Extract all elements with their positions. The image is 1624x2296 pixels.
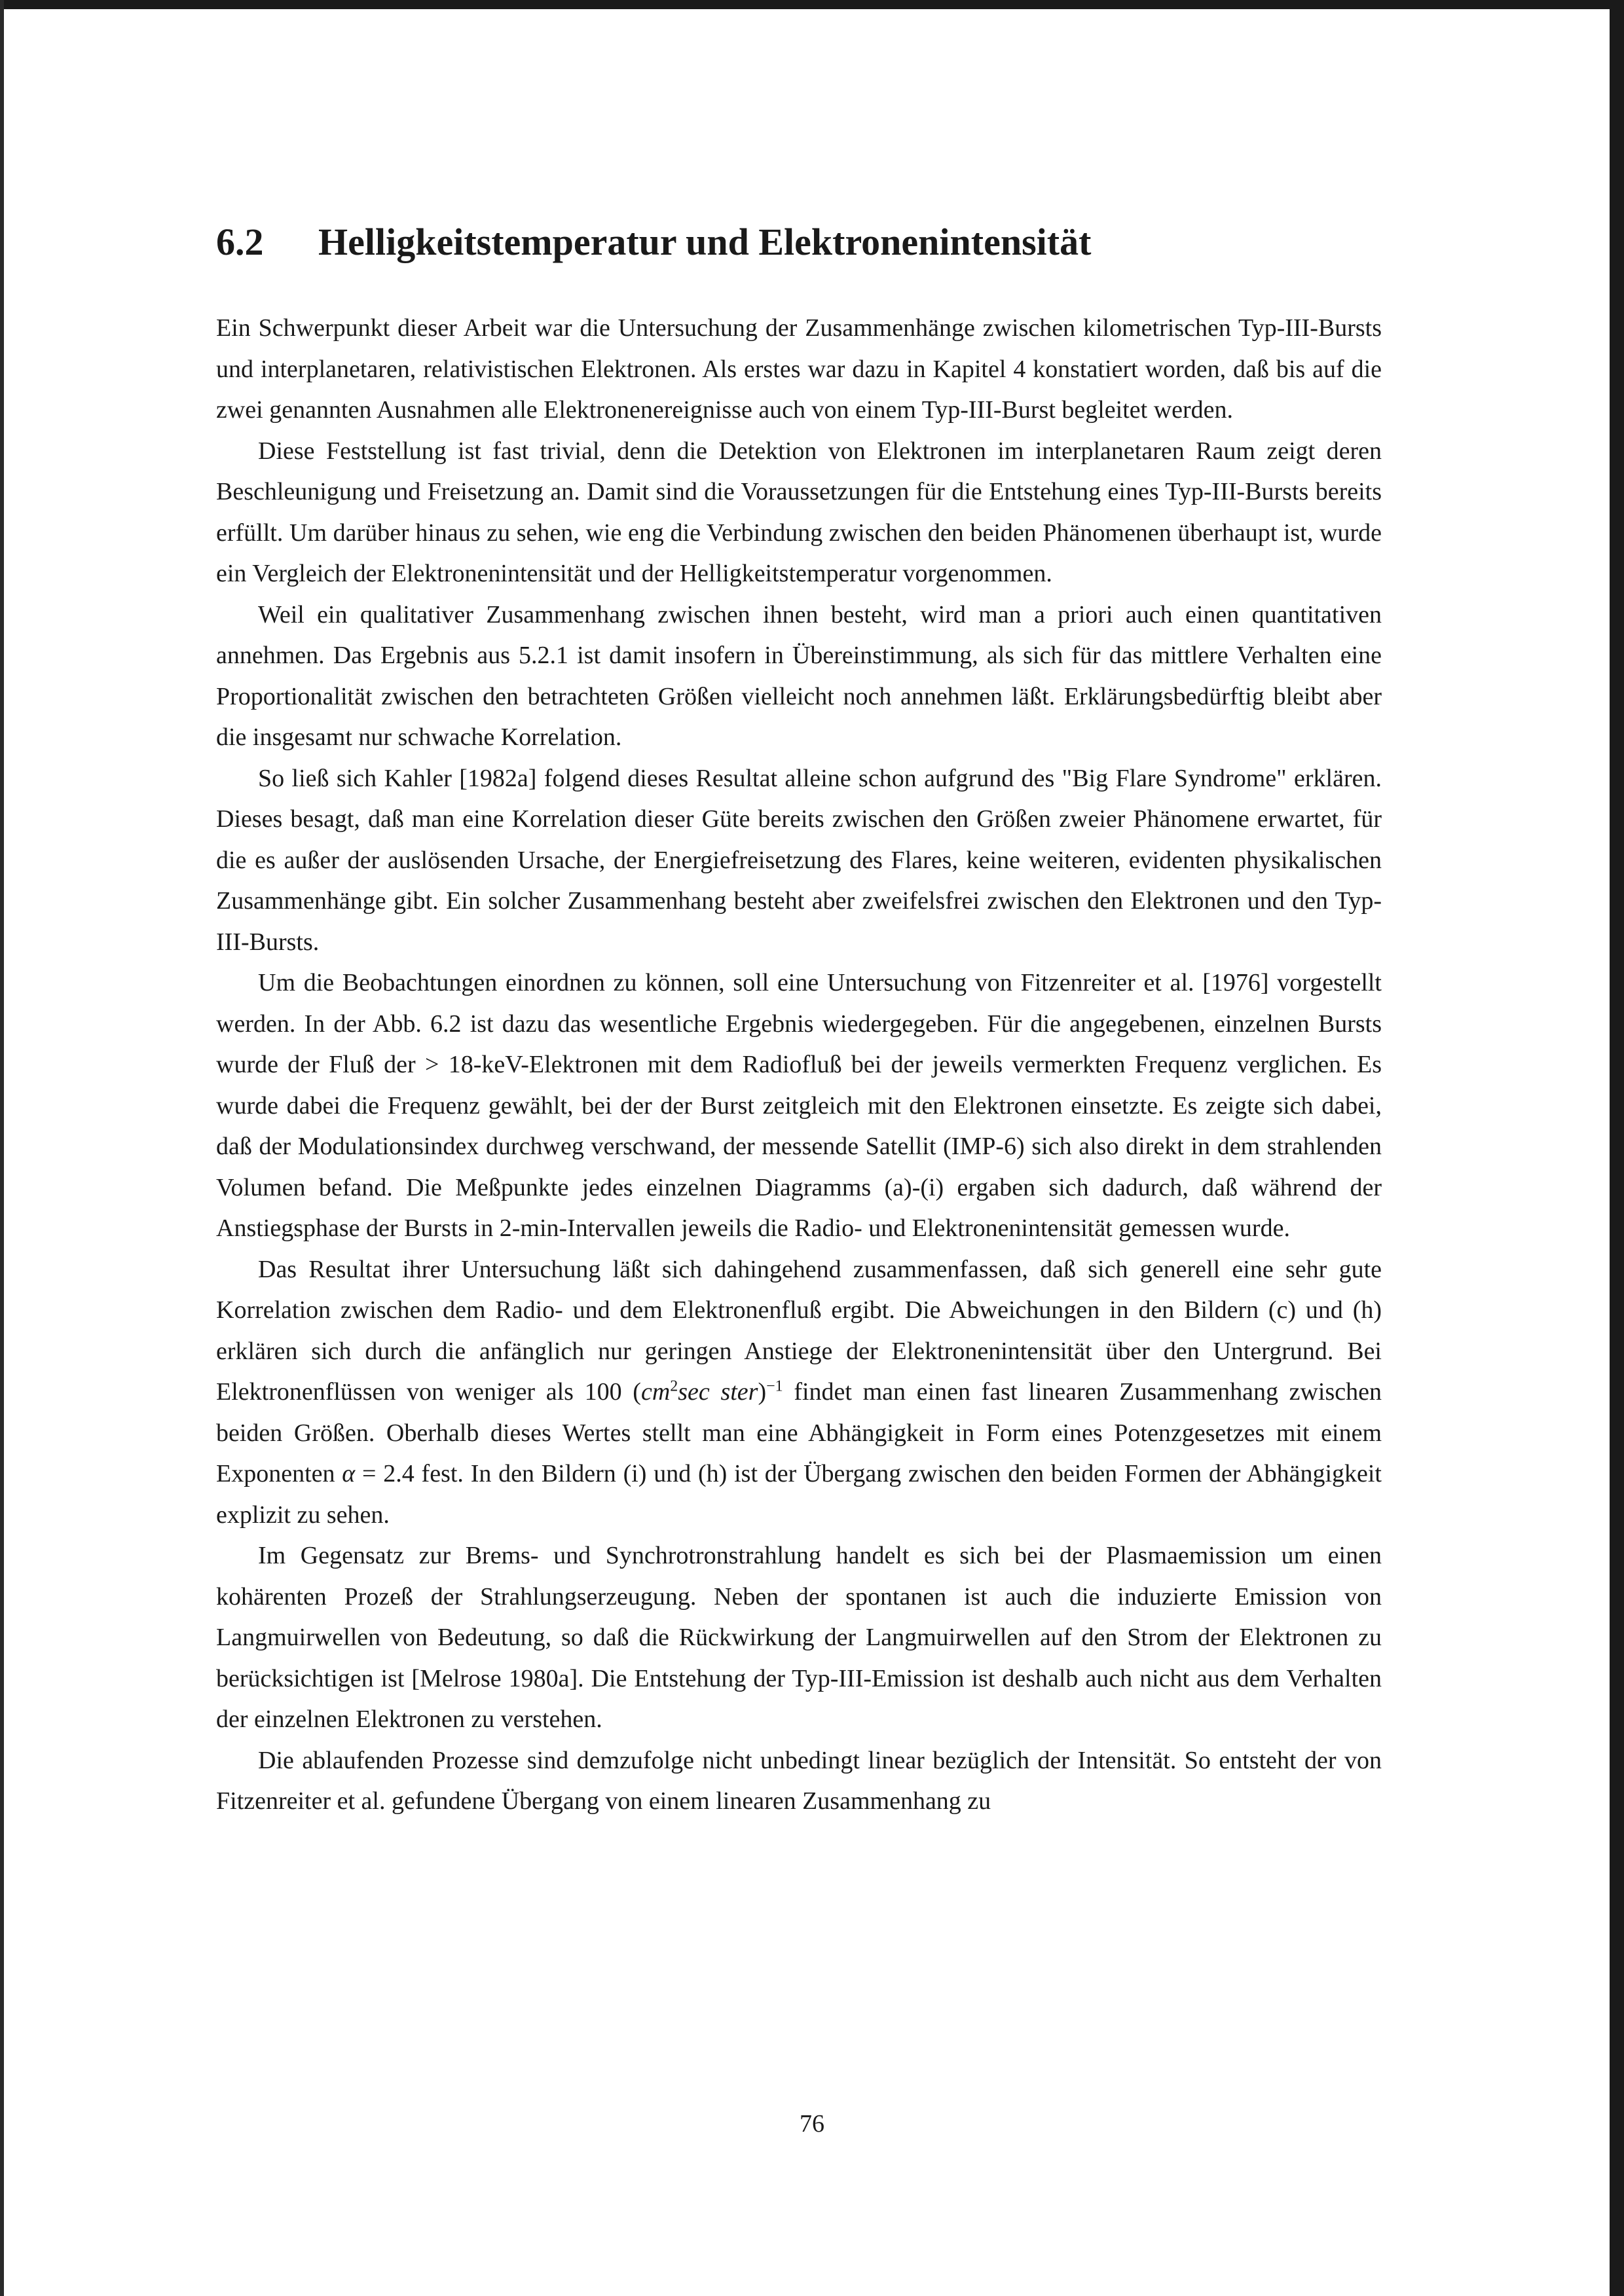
- paragraph: So ließ sich Kahler [1982a] folgend dieses Resultat alleine schon aufgrund des "Big Flare Syndrome" erklären. Dieses besagt, daß man eine Korrelation dieser Güte bereits zwischen den Größen zweier Phänomene erwartet, für die es außer der auslösenden Ursache, der Energiefreisetzung des Flares, keine weiteren, evidenten physikalischen Zusammenhänge gibt. Ein solcher Zusammenhang besteht aber zweifelsfrei zwischen den Elektronen und den Typ-III-Bursts.: [216, 764, 1382, 956]
- page-content: [216, 216, 1382, 1822]
- unit-cm: cm: [640, 1378, 671, 1406]
- text-segment: fest. In den Bildern (i) und (h) ist der Übergang zwischen den beiden Formen der Abhängigkeit explizit zu sehen.: [216, 1460, 1382, 1529]
- paragraph: Die ablaufenden Prozesse sind demzufolge nicht unbedingt linear bezüglich der Intensität. So entsteht der von Fitzenreiter et al. gefundene Übergang von einem linearen Zusammenhang zu: [216, 1746, 1382, 1815]
- page-number: 76: [800, 2110, 824, 2138]
- paragraph: Im Gegensatz zur Brems- und Synchrotronstrahlung handelt es sich bei der Plasmaemission um einen kohärenten Prozeß der Strahlungserzeugung. Neben der spontanen ist auch die induzierte Emission von Langmuirwellen von Bedeutung, so daß die Rückwirkung der Langmuirwellen auf den Strom der Elektronen zu berücksichtigen ist [Melrose 1980a]. Die Entstehung der Typ-III-Emission ist deshalb auch nicht aus dem Verhalten der einzelnen Elektronen zu verstehen.: [216, 1542, 1382, 1733]
- scan-border-top: [0, 0, 1624, 9]
- paragraph: Ein Schwerpunkt dieser Arbeit war die Untersuchung der Zusammenhänge zwischen kilometrischen Typ-III-Bursts und interplanetaren, relativistischen Elektronen. Als erstes war dazu in Kapitel 4 konstatiert worden, daß bis auf die zwei genannten Ausnahmen alle Elektronenereignisse auch von einem Typ-III-Burst begleitet werden.: [216, 314, 1382, 424]
- text-segment: Das Resultat ihrer Untersuchung läßt sich dahingehend zusammenfassen, daß sich generell eine sehr gute Korrelation zwischen dem Radio- und dem Elektronenfluß ergibt. Die Abweichungen in den Bildern (c) und (h) erklären sich durch die anfänglich nur geringen Anstiege der Elektronenintensität über den Untergrund. Bei Elektronenflüssen von weniger als 100: [216, 1255, 1382, 1406]
- unit-close: ): [758, 1378, 767, 1406]
- paragraph: Weil ein qualitativer Zusammenhang zwischen ihnen besteht, wird man a priori auch einen quantitativen annehmen. Das Ergebnis aus 5.2.1 ist damit insofern in Übereinstimmung, als sich für das mittlere Verhalten eine Proportionalität zwischen den betrachteten Größen vielleicht noch annehmen läßt. Erklärungsbedürftig bleibt aber die insgesamt nur schwache Korrelation.: [216, 600, 1382, 751]
- unit-exponent: −1: [766, 1377, 783, 1395]
- body-text: [216, 308, 1382, 1822]
- unit-open: (: [633, 1378, 641, 1406]
- text-segment: findet man einen fast linearen Zusammenhang zwischen beiden Größen. Oberhalb dieses Wertes stellt man eine Abhängigkeit in Form eines Potenzgesetzes mit einem Exponenten: [216, 1378, 1382, 1487]
- section-number: 6.2: [216, 221, 264, 263]
- section-title: Helligkeitstemperatur und Elektronenintensität: [318, 221, 1092, 263]
- paragraph: Um die Beobachtungen einordnen zu können, soll eine Untersuchung von Fitzenreiter et al. [1976] vorgestellt werden. In der Abb. 6.2 ist dazu das wesentliche Ergebnis wiedergegeben. Für die angegebenen, einzelnen Bursts wurde der Fluß der > 18-keV-Elektronen mit dem Radiofluß bei der jeweils vermerkten Frequenz verglichen. Es wurde dabei die Frequenz gewählt, bei der der Burst zeitgleich mit den Elektronen einsetzte. Es zeigte sich dabei, daß der Modulationsindex durchweg verschwand, der messende Satellit (IMP-6) sich also direkt in dem strahlenden Volumen befand. Die Meßpunkte jedes einzelnen Diagramms (a)-(i) ergaben sich dadurch, daß während der Anstiegsphase der Bursts in 2-min-Intervallen jeweils die Radio- und Elektronenintensität gemessen wurde.: [216, 969, 1382, 1242]
- unit-sec-ster: sec ster: [678, 1378, 758, 1406]
- alpha-symbol: α: [342, 1460, 356, 1487]
- unit-cm-exponent: 2: [670, 1377, 678, 1395]
- paragraph-flux: [216, 1249, 1382, 1536]
- paragraph: Diese Feststellung ist fast trivial, denn die Detektion von Elektronen im interplanetaren Raum zeigt deren Beschleunigung und Freisetzung an. Damit sind die Voraussetzungen für die Entstehung eines Typ-III-Bursts bereits erfüllt. Um darüber hinaus zu sehen, wie eng die Verbindung zwischen den beiden Phänomenen überhaupt ist, wurde ein Vergleich der Elektronenintensität und der Helligkeitstemperatur vorgenommen.: [216, 437, 1382, 587]
- scan-border-right: [1610, 0, 1624, 2296]
- section-heading: [216, 216, 1382, 268]
- alpha-value: = 2.4: [355, 1460, 415, 1487]
- scan-border-left: [0, 0, 4, 2296]
